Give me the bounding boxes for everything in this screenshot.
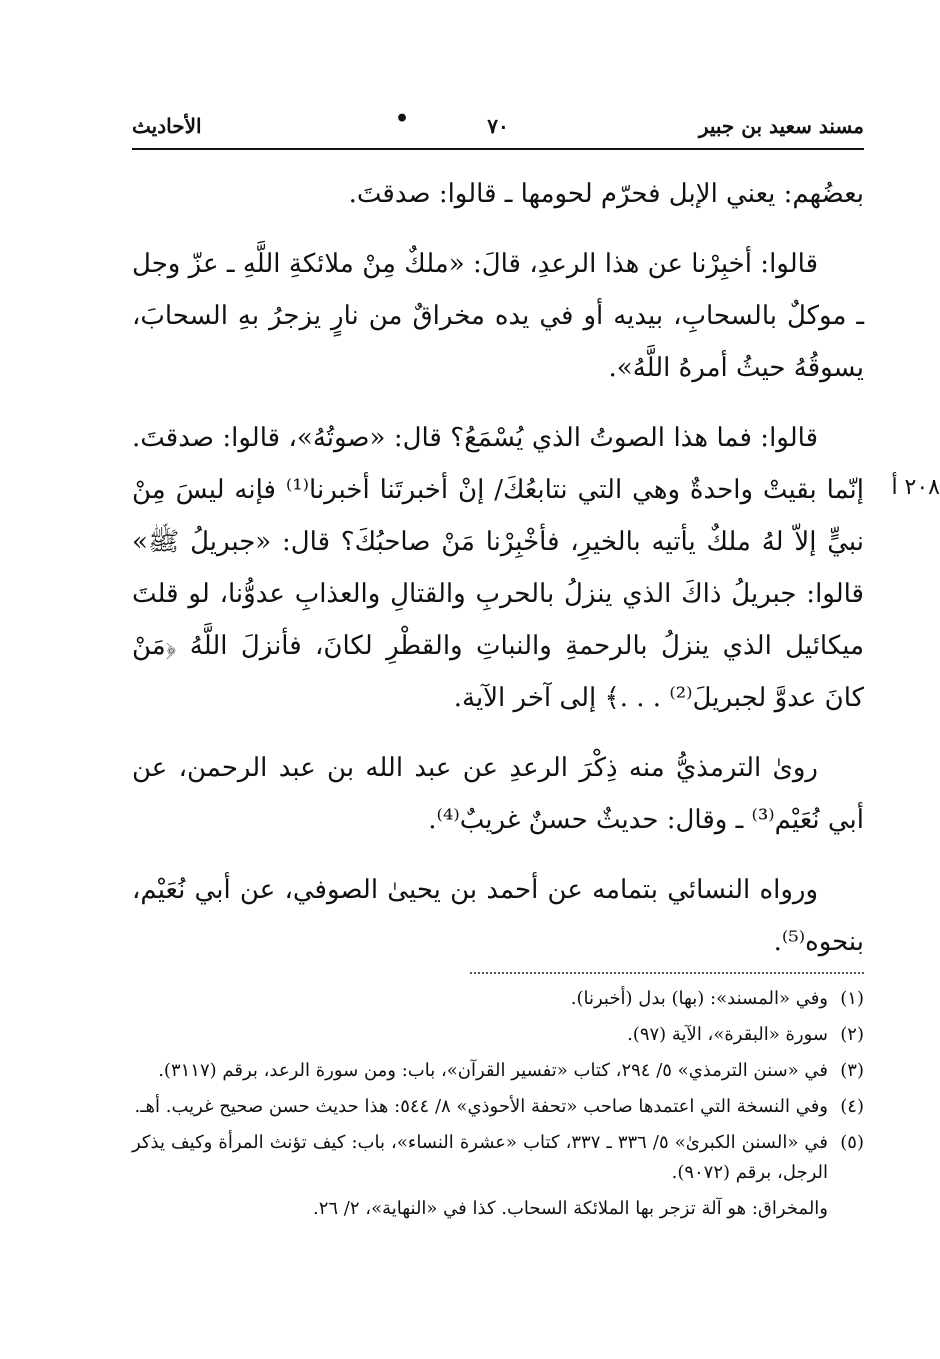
footnote-text: في «سنن الترمذي» ٥/ ٢٩٤، كتاب «تفسير القرآن»، باب: ومن سورة الرعد، برقم (٣١١٧). xyxy=(158,1060,828,1081)
page-header xyxy=(132,106,864,148)
footnote xyxy=(132,1056,864,1086)
footnote-text: في «السنن الكبرىٰ» ٥/ ٣٣٦ ـ ٣٣٧، كتاب «عشرة النساء»، باب: كيف تؤنث المرأة وكيف يذكر الرجل، برقم (٩٠٧٢). xyxy=(132,1132,829,1183)
header-rule xyxy=(132,148,864,150)
paragraph: بعضُهم: يعني الإبل فحرّم لحومها ـ قالوا: صدقتَ. xyxy=(348,179,864,209)
footnote-number: (٥) xyxy=(840,1132,864,1153)
footnote-number: (٣) xyxy=(840,1060,864,1081)
book-title: مسند سعيد بن جبير xyxy=(698,114,864,138)
section-title: الأحاديث xyxy=(132,114,202,138)
footnote-number: (١) xyxy=(840,988,864,1009)
footnote-number: (٤) xyxy=(840,1096,864,1117)
header-ornament: • xyxy=(394,106,409,132)
main-text xyxy=(132,168,864,986)
footnote xyxy=(132,1020,864,1050)
page-number: ٧٠ xyxy=(487,114,509,138)
footnote-separator xyxy=(470,972,864,974)
footnote xyxy=(132,984,864,1014)
footnote-text: سورة «البقرة»، الآية (٩٧). xyxy=(627,1024,828,1045)
paragraph: ورواه النسائي بتمامه عن أحمد بن يحيىٰ الصوفي، عن أبي نُعَيْم، بنحوه⁽⁵⁾. xyxy=(132,875,864,957)
footnotes xyxy=(132,984,864,1224)
footnote-gloss: والمخراق: هو آلة تزجر بها الملائكة السحاب. كذا في «النهاية»، ٢/ ٢٦. xyxy=(312,1198,828,1219)
footnote xyxy=(132,1092,864,1122)
footnote-number: (٢) xyxy=(840,1024,864,1045)
paragraph: قالوا: أخبِرْنا عن هذا الرعدِ، قالَ: «ملكٌ مِنْ ملائكةِ اللَّهِ ـ عزّ وجل ـ موكلٌ بالسحابِ، بيديه أو في يده مخراقٌ من نارٍ يزجرُ بهِ السحابَ، يسوقُهُ حيثُ أمرهُ اللَّهُ». xyxy=(132,249,864,383)
footnote xyxy=(132,1128,864,1188)
paragraph: قالوا: فما هذا الصوتُ الذي يُسْمَعُ؟ قال: «صوتُهُ»، قالوا: صدقتَ. إنّما بقيتْ واحدةٌ وهي التي نتابعُكَ/ إنْ أخبرتَنا أخبرنا⁽¹⁾ فإنه ليسَ مِنْ نبيٍّ إلاّ لهُ ملكٌ يأتيه بالخيرِ، فأخْبِرْنا مَنْ صاحبُكَ؟ قال: «جبريلُ ﷺ» قالوا: جبريلُ ذاكَ الذي ينزلُ بالحربِ والقتالِ والعذابِ عدوُّنا، لو قلتَ ميكائيل الذي ينزلُ بالرحمةِ والنباتِ والقطْرِ لكانَ، فأنزلَ اللَّهُ ﴿مَنْ كانَ عدوَّ لجبريلَ⁽²⁾ . . .﴾ إلى آخر الآية. xyxy=(132,423,865,713)
footnote-text: وفي النسخة التي اعتمدها صاحب «تحفة الأحوذي» ٨/ ٥٤٤: هذا حديث حسن صحيح غريب. أهـ. xyxy=(134,1096,828,1117)
footnote-text: وفي «المسند»: (بها) بدل (أخبرنا). xyxy=(570,988,828,1009)
paragraph: روىٰ الترمذيُّ منه ذِكْرَ الرعدِ عن عبد الله بن عبد الرحمن، عن أبي نُعَيْم⁽³⁾ ـ وقال: حديثٌ حسنٌ غريبٌ⁽⁴⁾. xyxy=(132,753,864,835)
manuscript-folio-ref: ٢٠٨ أ xyxy=(891,475,940,500)
